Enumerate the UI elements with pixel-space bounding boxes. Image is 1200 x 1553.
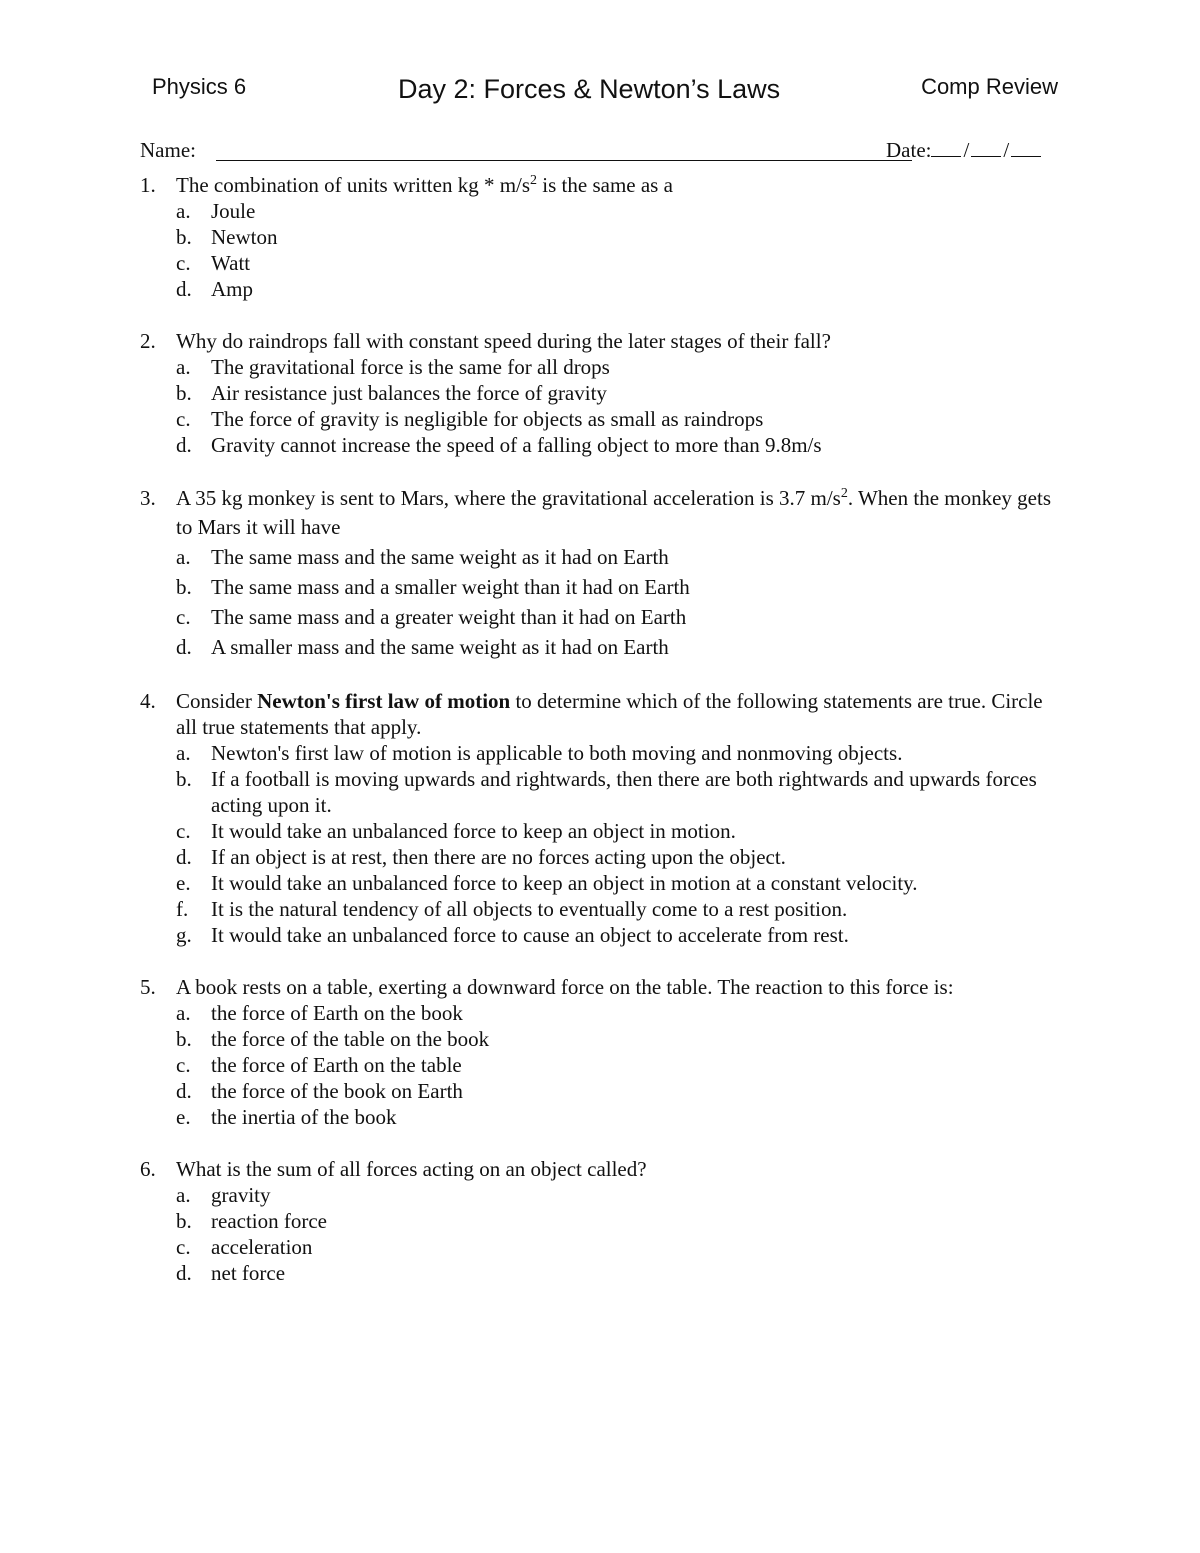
option-letter: a. <box>176 1183 191 1207</box>
question-text-bold: Newton's first law of motion <box>257 689 511 713</box>
question-5-stem <box>140 974 1060 1000</box>
question-text: What is the sum of all forces acting on an object called? <box>176 1157 647 1181</box>
question-3 <box>140 484 1060 662</box>
option-text: the force of the book on Earth <box>211 1079 463 1103</box>
answer-option <box>140 632 1060 662</box>
option-text: the inertia of the book <box>211 1105 397 1129</box>
question-text-part: to determine which of the following statements are true. Circle all true statements that apply. <box>176 689 1043 739</box>
answer-option <box>140 572 1060 602</box>
answer-options <box>140 740 1060 948</box>
date-separator: / <box>1003 138 1010 162</box>
question-5 <box>140 974 1060 1130</box>
question-6 <box>140 1156 1060 1286</box>
option-text: The same mass and the same weight as it had on Earth <box>211 545 669 569</box>
option-text: acceleration <box>211 1235 313 1259</box>
date-month-blank <box>931 138 961 157</box>
option-letter: e. <box>176 871 191 895</box>
question-number: 5. <box>140 975 156 999</box>
answer-options <box>140 354 1060 458</box>
option-letter: g. <box>176 923 192 947</box>
option-letter: d. <box>176 277 192 301</box>
option-letter: b. <box>176 767 192 791</box>
option-letter: d. <box>176 433 192 457</box>
option-letter: d. <box>176 1079 192 1103</box>
question-text-part: The combination of units written kg * m/s <box>176 173 531 197</box>
question-text <box>176 173 673 197</box>
question-text-part: A 35 kg monkey is sent to Mars, where the gravitational acceleration is 3.7 m/s <box>176 486 841 510</box>
answer-option <box>140 250 1060 276</box>
option-text: It is the natural tendency of all objects to eventually come to a rest position. <box>211 897 848 921</box>
answer-option <box>140 432 1060 458</box>
review-label: Comp Review <box>921 74 1058 99</box>
option-letter: b. <box>176 575 192 599</box>
option-text: The force of gravity is negligible for objects as small as raindrops <box>211 407 764 431</box>
answer-option <box>140 1000 1060 1026</box>
option-text: If an object is at rest, then there are no forces acting upon the object. <box>211 845 786 869</box>
option-text: A smaller mass and the same weight as it had on Earth <box>211 635 669 659</box>
answer-options <box>140 1000 1060 1130</box>
answer-option <box>140 1208 1060 1234</box>
question-2 <box>140 328 1060 458</box>
answer-option <box>140 1078 1060 1104</box>
superscript: 2 <box>840 486 848 501</box>
option-text: Gravity cannot increase the speed of a falling object to more than 9.8m/s <box>211 433 822 457</box>
page-header <box>152 72 1058 112</box>
question-list <box>140 172 1060 1312</box>
name-label: Name: <box>140 138 196 162</box>
option-text: The gravitational force is the same for all drops <box>211 355 610 379</box>
option-letter: c. <box>176 1235 191 1259</box>
question-3-stem <box>140 484 1060 542</box>
question-text: Why do raindrops fall with constant speed during the later stages of their fall? <box>176 329 831 353</box>
answer-option <box>140 1104 1060 1130</box>
option-text: The same mass and a smaller weight than it had on Earth <box>211 575 690 599</box>
question-4 <box>140 688 1060 948</box>
course-title: Physics 6 <box>152 74 247 99</box>
option-letter: c. <box>176 1053 191 1077</box>
question-number: 6. <box>140 1157 156 1181</box>
option-text: Newton's first law of motion is applicable to both moving and nonmoving objects. <box>211 741 903 765</box>
answer-option <box>140 896 1060 922</box>
question-4-stem <box>140 688 1060 740</box>
option-text: gravity <box>211 1183 271 1207</box>
option-text: It would take an unbalanced force to keep an object in motion. <box>211 819 736 843</box>
option-letter: a. <box>176 1001 191 1025</box>
option-letter: c. <box>176 605 191 629</box>
option-text: Amp <box>211 277 253 301</box>
option-letter: d. <box>176 845 192 869</box>
answer-option <box>140 1052 1060 1078</box>
answer-option <box>140 1182 1060 1208</box>
option-letter: d. <box>176 635 192 659</box>
option-letter: b. <box>176 1209 192 1233</box>
option-letter: c. <box>176 819 191 843</box>
option-text: It would take an unbalanced force to cause an object to accelerate from rest. <box>211 923 849 947</box>
option-letter: a. <box>176 741 191 765</box>
name-blank-line <box>216 160 912 161</box>
option-text: Air resistance just balances the force of gravity <box>211 381 607 405</box>
question-6-stem <box>140 1156 1060 1182</box>
date-day-blank <box>971 138 1001 157</box>
answer-option <box>140 276 1060 302</box>
option-text: the force of Earth on the table <box>211 1053 462 1077</box>
answer-option <box>140 740 1060 766</box>
option-text: the force of Earth on the book <box>211 1001 463 1025</box>
name-date-row <box>140 138 1058 166</box>
option-text: It would take an unbalanced force to keep an object in motion at a constant velocity. <box>211 871 918 895</box>
answer-option <box>140 1260 1060 1286</box>
question-1-stem <box>140 172 1060 198</box>
option-text: net force <box>211 1261 286 1285</box>
answer-option <box>140 224 1060 250</box>
option-letter: c. <box>176 407 191 431</box>
option-letter: b. <box>176 381 192 405</box>
superscript: 2 <box>530 173 538 188</box>
question-text-part: Consider <box>176 689 258 713</box>
answer-option <box>140 870 1060 896</box>
option-text: Newton <box>211 225 278 249</box>
option-text: The same mass and a greater weight than it had on Earth <box>211 605 687 629</box>
answer-option <box>140 1234 1060 1260</box>
question-2-stem <box>140 328 1060 354</box>
option-text: Joule <box>211 199 256 223</box>
answer-option <box>140 602 1060 632</box>
answer-options <box>140 198 1060 302</box>
option-letter: a. <box>176 199 191 223</box>
answer-option <box>140 1026 1060 1052</box>
option-letter: d. <box>176 1261 192 1285</box>
option-text: the force of the table on the book <box>211 1027 490 1051</box>
option-letter: b. <box>176 1027 192 1051</box>
option-letter: f. <box>176 897 189 921</box>
option-letter: b. <box>176 225 192 249</box>
answer-option <box>140 922 1060 948</box>
question-number: 3. <box>140 486 156 510</box>
question-text <box>176 689 1043 739</box>
question-text-part: . When the monkey gets to Mars it will have <box>176 486 1051 539</box>
answer-option <box>140 766 1060 818</box>
option-text: If a football is moving upwards and rightwards, then there are both rightwards and upwards forces acting upon it. <box>211 767 1037 817</box>
question-number: 2. <box>140 329 156 353</box>
answer-option <box>140 818 1060 844</box>
question-text: A book rests on a table, exerting a downward force on the table. The reaction to this force is: <box>176 975 954 999</box>
question-1 <box>140 172 1060 302</box>
answer-option <box>140 354 1060 380</box>
option-letter: a. <box>176 545 191 569</box>
answer-options <box>140 1182 1060 1286</box>
answer-option <box>140 844 1060 870</box>
answer-option <box>140 198 1060 224</box>
answer-option <box>140 406 1060 432</box>
page-title: Day 2: Forces & Newton’s Laws <box>398 74 781 104</box>
date-year-blank <box>1011 138 1041 157</box>
question-text-part: is the same as a <box>537 173 673 197</box>
question-number: 1. <box>140 173 156 197</box>
answer-option <box>140 380 1060 406</box>
date-field <box>886 138 1041 163</box>
date-separator: / <box>963 138 970 162</box>
option-letter: c. <box>176 251 191 275</box>
question-number: 4. <box>140 689 156 713</box>
option-letter: a. <box>176 355 191 379</box>
answer-options <box>140 542 1060 662</box>
option-text: Watt <box>211 251 251 275</box>
date-label: Date: <box>886 138 932 162</box>
option-text: reaction force <box>211 1209 328 1233</box>
option-letter: e. <box>176 1105 191 1129</box>
question-text <box>176 486 1051 539</box>
answer-option <box>140 542 1060 572</box>
